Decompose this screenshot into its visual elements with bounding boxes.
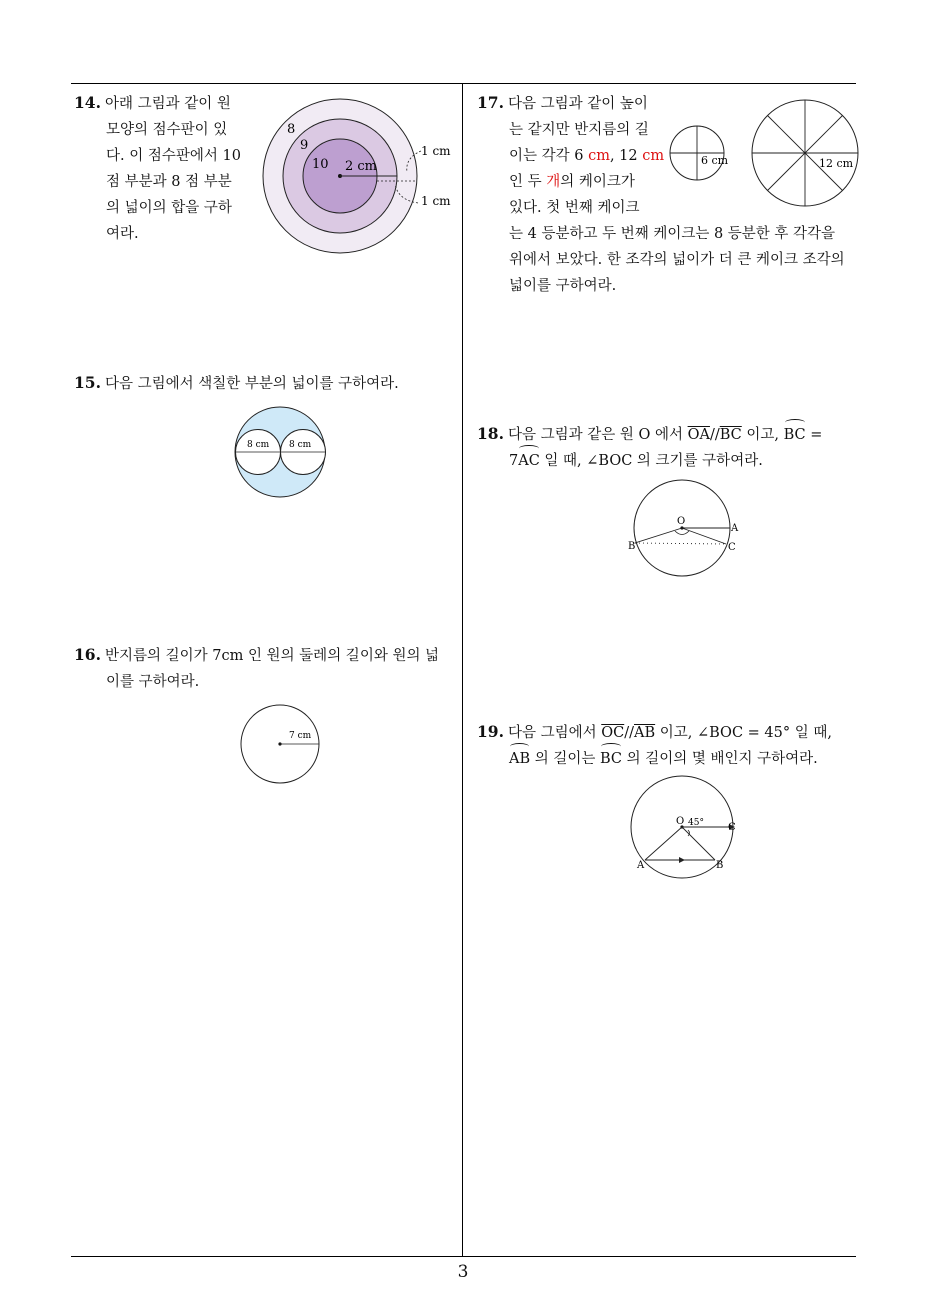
question-text-line: 이를 구하여라. — [106, 674, 200, 690]
question-text-line: 의 넓이의 합을 구하 — [106, 200, 232, 216]
arc-bc: BC — [784, 422, 806, 448]
question-number: 15. — [74, 373, 101, 392]
segment-oc: $\overline{OC}$ — [601, 725, 625, 741]
question-text-line: 다. 이 점수판에서 10 — [106, 148, 241, 164]
question-text-line: 는 같지만 반지름의 길 — [509, 122, 649, 138]
question-text-line: 반지름의 길이가 7cm 인 원의 둘레의 길이와 원의 넓 — [104, 648, 440, 664]
label-c: C — [728, 542, 736, 553]
question-text-line: 넓이를 구하여라. — [509, 278, 617, 294]
ring-label-9: 9 — [300, 138, 309, 153]
question-text-line: 모양의 점수판이 있 — [106, 122, 228, 138]
label-c: C — [728, 822, 736, 833]
question-text-line: 위에서 보았다. 한 조각의 넓이가 더 큰 케이크 조각의 — [509, 252, 845, 268]
circle-o-figure-19 — [625, 780, 745, 880]
question-text: 다음 그림에서 색칠한 부분의 넓이를 구하여라. — [104, 376, 399, 392]
label-b: B — [716, 860, 724, 871]
ring-label-10: 10 — [312, 157, 329, 172]
label-a: A — [637, 860, 645, 871]
small-radius-label: 6 cm — [701, 154, 729, 167]
question-text-line: 있다. 첫 번째 케이크 — [509, 200, 640, 216]
large-radius-label: 12 cm — [819, 157, 854, 170]
question-18: 18. 다음 그림과 같은 원 O 에서 $\overline{OA}//\overline{BC}$ 이고, BC = 7AC 일 때, ∠BOC 의 크기를 구하여라. — [477, 421, 867, 474]
radius-label: 2 cm — [345, 159, 378, 174]
question-number: 17. — [477, 93, 504, 112]
diameter-label-right: 8 cm — [289, 440, 312, 450]
small-cake-figure — [668, 125, 728, 183]
diameter-label-left: 8 cm — [247, 440, 270, 450]
circle-o-figure-18 — [628, 478, 743, 580]
question-14 — [74, 90, 249, 247]
large-cake-figure — [750, 98, 862, 210]
ring-width-label-bottom: 1 cm — [421, 194, 451, 208]
question-number: 14. — [74, 93, 101, 112]
target-board-figure — [255, 92, 470, 262]
question-text-line: 아래 그림과 같이 원 — [104, 96, 231, 112]
label-b: B — [628, 541, 636, 552]
question-16 — [74, 642, 464, 695]
question-text-line: 인 두 개의 케이크가 — [509, 174, 635, 190]
radius-label: 7 cm — [289, 731, 312, 741]
segment-oa: $\overline{OA}$ — [687, 427, 710, 443]
question-19: 19. 다음 그림에서 $\overline{OC}//\overline{AB}$ 이고, ∠BOC = 45° 일 때, AB 의 길이는 BC 의 길이의 몇 배인지 구하여라. — [477, 719, 867, 772]
segment-bc: $\overline{BC}$ — [719, 427, 742, 443]
question-number: 19. — [477, 722, 504, 741]
label-o: O — [676, 816, 685, 827]
question-15 — [74, 370, 464, 397]
question-number: 16. — [74, 645, 101, 664]
arc-ac: AC — [518, 448, 540, 474]
bottom-rule — [71, 1256, 856, 1257]
label-a: A — [731, 523, 739, 534]
arc-bc: BC — [600, 746, 622, 772]
question-text-line: 여라. — [106, 226, 139, 242]
angle-label: 45° — [688, 818, 704, 828]
question-text-line: 다음 그림과 같이 높이 — [507, 96, 648, 112]
ring-width-label-top: 1 cm — [421, 144, 451, 158]
ring-label-8: 8 — [287, 122, 296, 137]
page-number: 3 — [457, 1262, 469, 1282]
arc-ab: AB — [509, 746, 530, 772]
question-text-line: 점 부분과 8 점 부분 — [106, 174, 232, 190]
circle-radius-figure — [238, 703, 323, 788]
shaded-circles-figure — [233, 406, 328, 501]
question-text-line: 이는 각각 6 cm, 12 cm — [509, 148, 665, 164]
question-number: 18. — [477, 424, 504, 443]
segment-ab: $\overline{AB}$ — [634, 725, 656, 741]
label-o: O — [677, 516, 686, 527]
top-rule — [71, 83, 856, 84]
question-text-line: 는 4 등분하고 두 번째 케이크는 8 등분한 후 각각을 — [509, 226, 836, 242]
